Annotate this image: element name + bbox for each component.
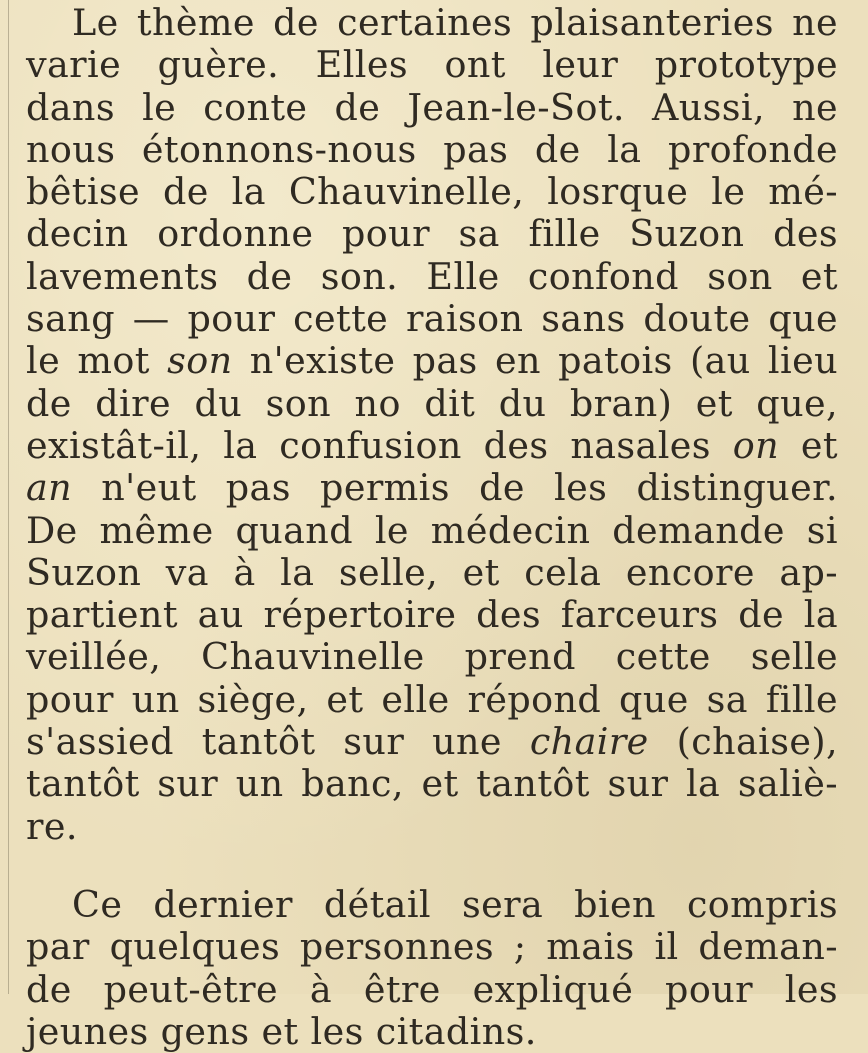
- italic-word: on: [732, 423, 780, 467]
- text-line: veillée, Chauvinelle prend cette selle: [26, 635, 838, 679]
- text-line: de dire du son no dit du bran) et que,: [26, 381, 838, 425]
- text-line: dans le conte de Jean-le-Sot. Aussi, ne: [26, 85, 838, 129]
- text-line: Ce dernier détail sera bien compris: [72, 882, 838, 926]
- italic-word: an: [26, 466, 73, 510]
- text-line: de peut-être à être expliqué pour les: [26, 967, 838, 1011]
- text-line: decin ordonne pour sa fille Suzon des: [26, 212, 838, 256]
- text-line: nous étonnons-nous pas de la profonde: [26, 127, 838, 171]
- text-line: par quelques personnes ; mais il deman-: [26, 925, 838, 969]
- text-line: le mot son n'existe pas en patois (au lieu: [26, 339, 838, 383]
- text-line: sang — pour cette raison sans doute que: [26, 297, 838, 341]
- italic-word: son: [167, 339, 233, 383]
- paragraph-1: [26, 2, 838, 848]
- column-rule: [8, 0, 9, 994]
- text-line: tantôt sur un banc, et tantôt sur la saliè-: [26, 762, 838, 806]
- text-line: s'assied tantôt sur une chaire (chaise),: [26, 720, 839, 764]
- paragraph-gap: [26, 848, 838, 884]
- text-line: bêtise de la Chauvinelle, losrque le mé-: [26, 170, 838, 214]
- paragraph-2: [26, 884, 838, 1053]
- italic-word: chaire: [529, 720, 649, 764]
- text-line: an n'eut pas permis de les distinguer.: [26, 466, 838, 510]
- text-line: Suzon va à la selle, et cela encore ap-: [26, 550, 838, 594]
- text-line: jeunes gens et les citadins.: [26, 1009, 537, 1053]
- text-line: partient au répertoire des farceurs de la: [26, 593, 838, 637]
- text-line: lavements de son. Elle confond son et: [26, 254, 838, 298]
- text-line: pour un siège, et elle répond que sa fille: [26, 677, 838, 721]
- text-line: De même quand le médecin demande si: [26, 508, 838, 552]
- text-line: existât-il, la confusion des nasales on et: [26, 423, 838, 467]
- article-column: [26, 2, 838, 1053]
- text-line: Le thème de certaines plaisanteries ne: [72, 1, 838, 44]
- text-line: varie guère. Elles ont leur prototype: [26, 43, 838, 87]
- text-line: re.: [26, 804, 78, 848]
